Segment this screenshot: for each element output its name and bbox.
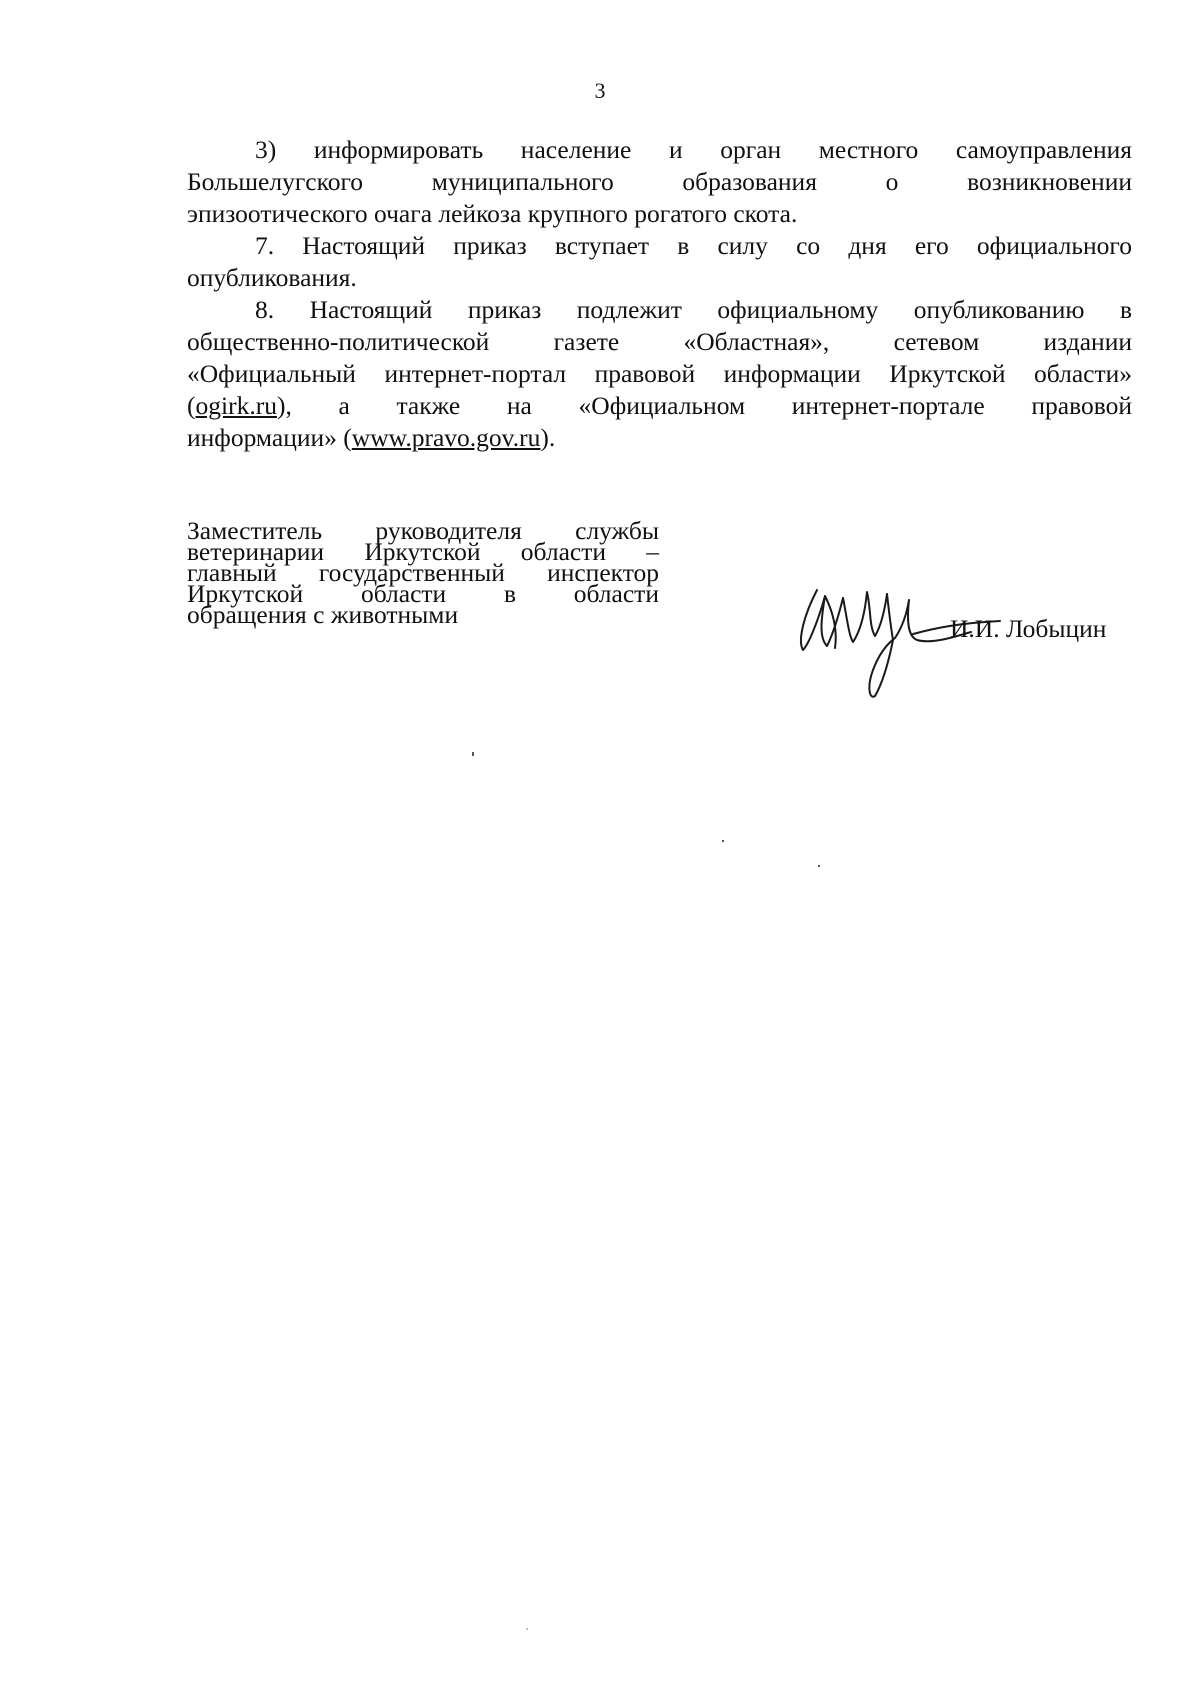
title-word: в [503, 579, 516, 608]
title-word: ветеринарии [187, 537, 325, 566]
pravo-link[interactable]: www.pravo.gov.ru [351, 423, 541, 452]
ogirk-link[interactable]: ogirk.ru [195, 391, 277, 420]
title-word: Иркутской [187, 579, 304, 608]
title-word: обращения с животными [187, 600, 459, 629]
title-word: области [573, 579, 659, 608]
paren-open: ( [187, 391, 196, 420]
title-word: Иркутской [364, 537, 481, 566]
paragraph-3-line-3: эпизоотического очага лейкоза крупного рогатого скота. [187, 199, 798, 228]
scan-speck [526, 1628, 528, 1630]
page-number: 3 [594, 78, 606, 103]
title-word: службы [575, 516, 659, 545]
title-word: главный [187, 558, 277, 587]
title-word: – [646, 537, 659, 566]
title-word: инспектор [547, 558, 659, 587]
paragraph-8-line-3: «Официальный интернет-портал правовой информации Иркутской области» [187, 359, 1132, 388]
signer-position [187, 516, 659, 629]
signer-name: И.И. Лобыцин [950, 614, 1107, 643]
paragraph-7-line-1: 7. Настоящий приказ вступает в силу со дня его официального [255, 231, 1132, 260]
title-word: Заместитель [187, 516, 323, 545]
paragraph-8-line-4 [187, 390, 1132, 422]
paragraph-7-line-2: опубликования. [187, 263, 357, 292]
paragraph-3-line-2: Большелугского муниципального образования о возникновении [187, 167, 1132, 196]
paragraph-3-line-1: 3) информировать население и орган местного самоуправления [255, 135, 1132, 164]
scan-speck [722, 840, 724, 842]
title-word: области [360, 579, 447, 608]
title-word: руководителя [375, 516, 522, 545]
paragraph-8-line-5-end: ). [540, 423, 556, 452]
paragraph-8-line-4-rest: ), а также на «Официальном интернет-портале правовой [276, 391, 1132, 420]
scan-speck [818, 865, 820, 867]
paragraph-8-line-5-start: информации» ( [187, 423, 352, 452]
paragraph-8-line-1: 8. Настоящий приказ подлежит официальному опубликованию в [255, 295, 1132, 324]
paragraph-8-line-5 [187, 422, 1132, 454]
title-word: государственный [318, 558, 505, 587]
paragraph-8-line-2: общественно-политической газете «Областная», сетевом издании [187, 327, 1132, 356]
title-word: области [520, 537, 607, 566]
scan-speck [472, 752, 474, 756]
document-body [187, 134, 1132, 454]
